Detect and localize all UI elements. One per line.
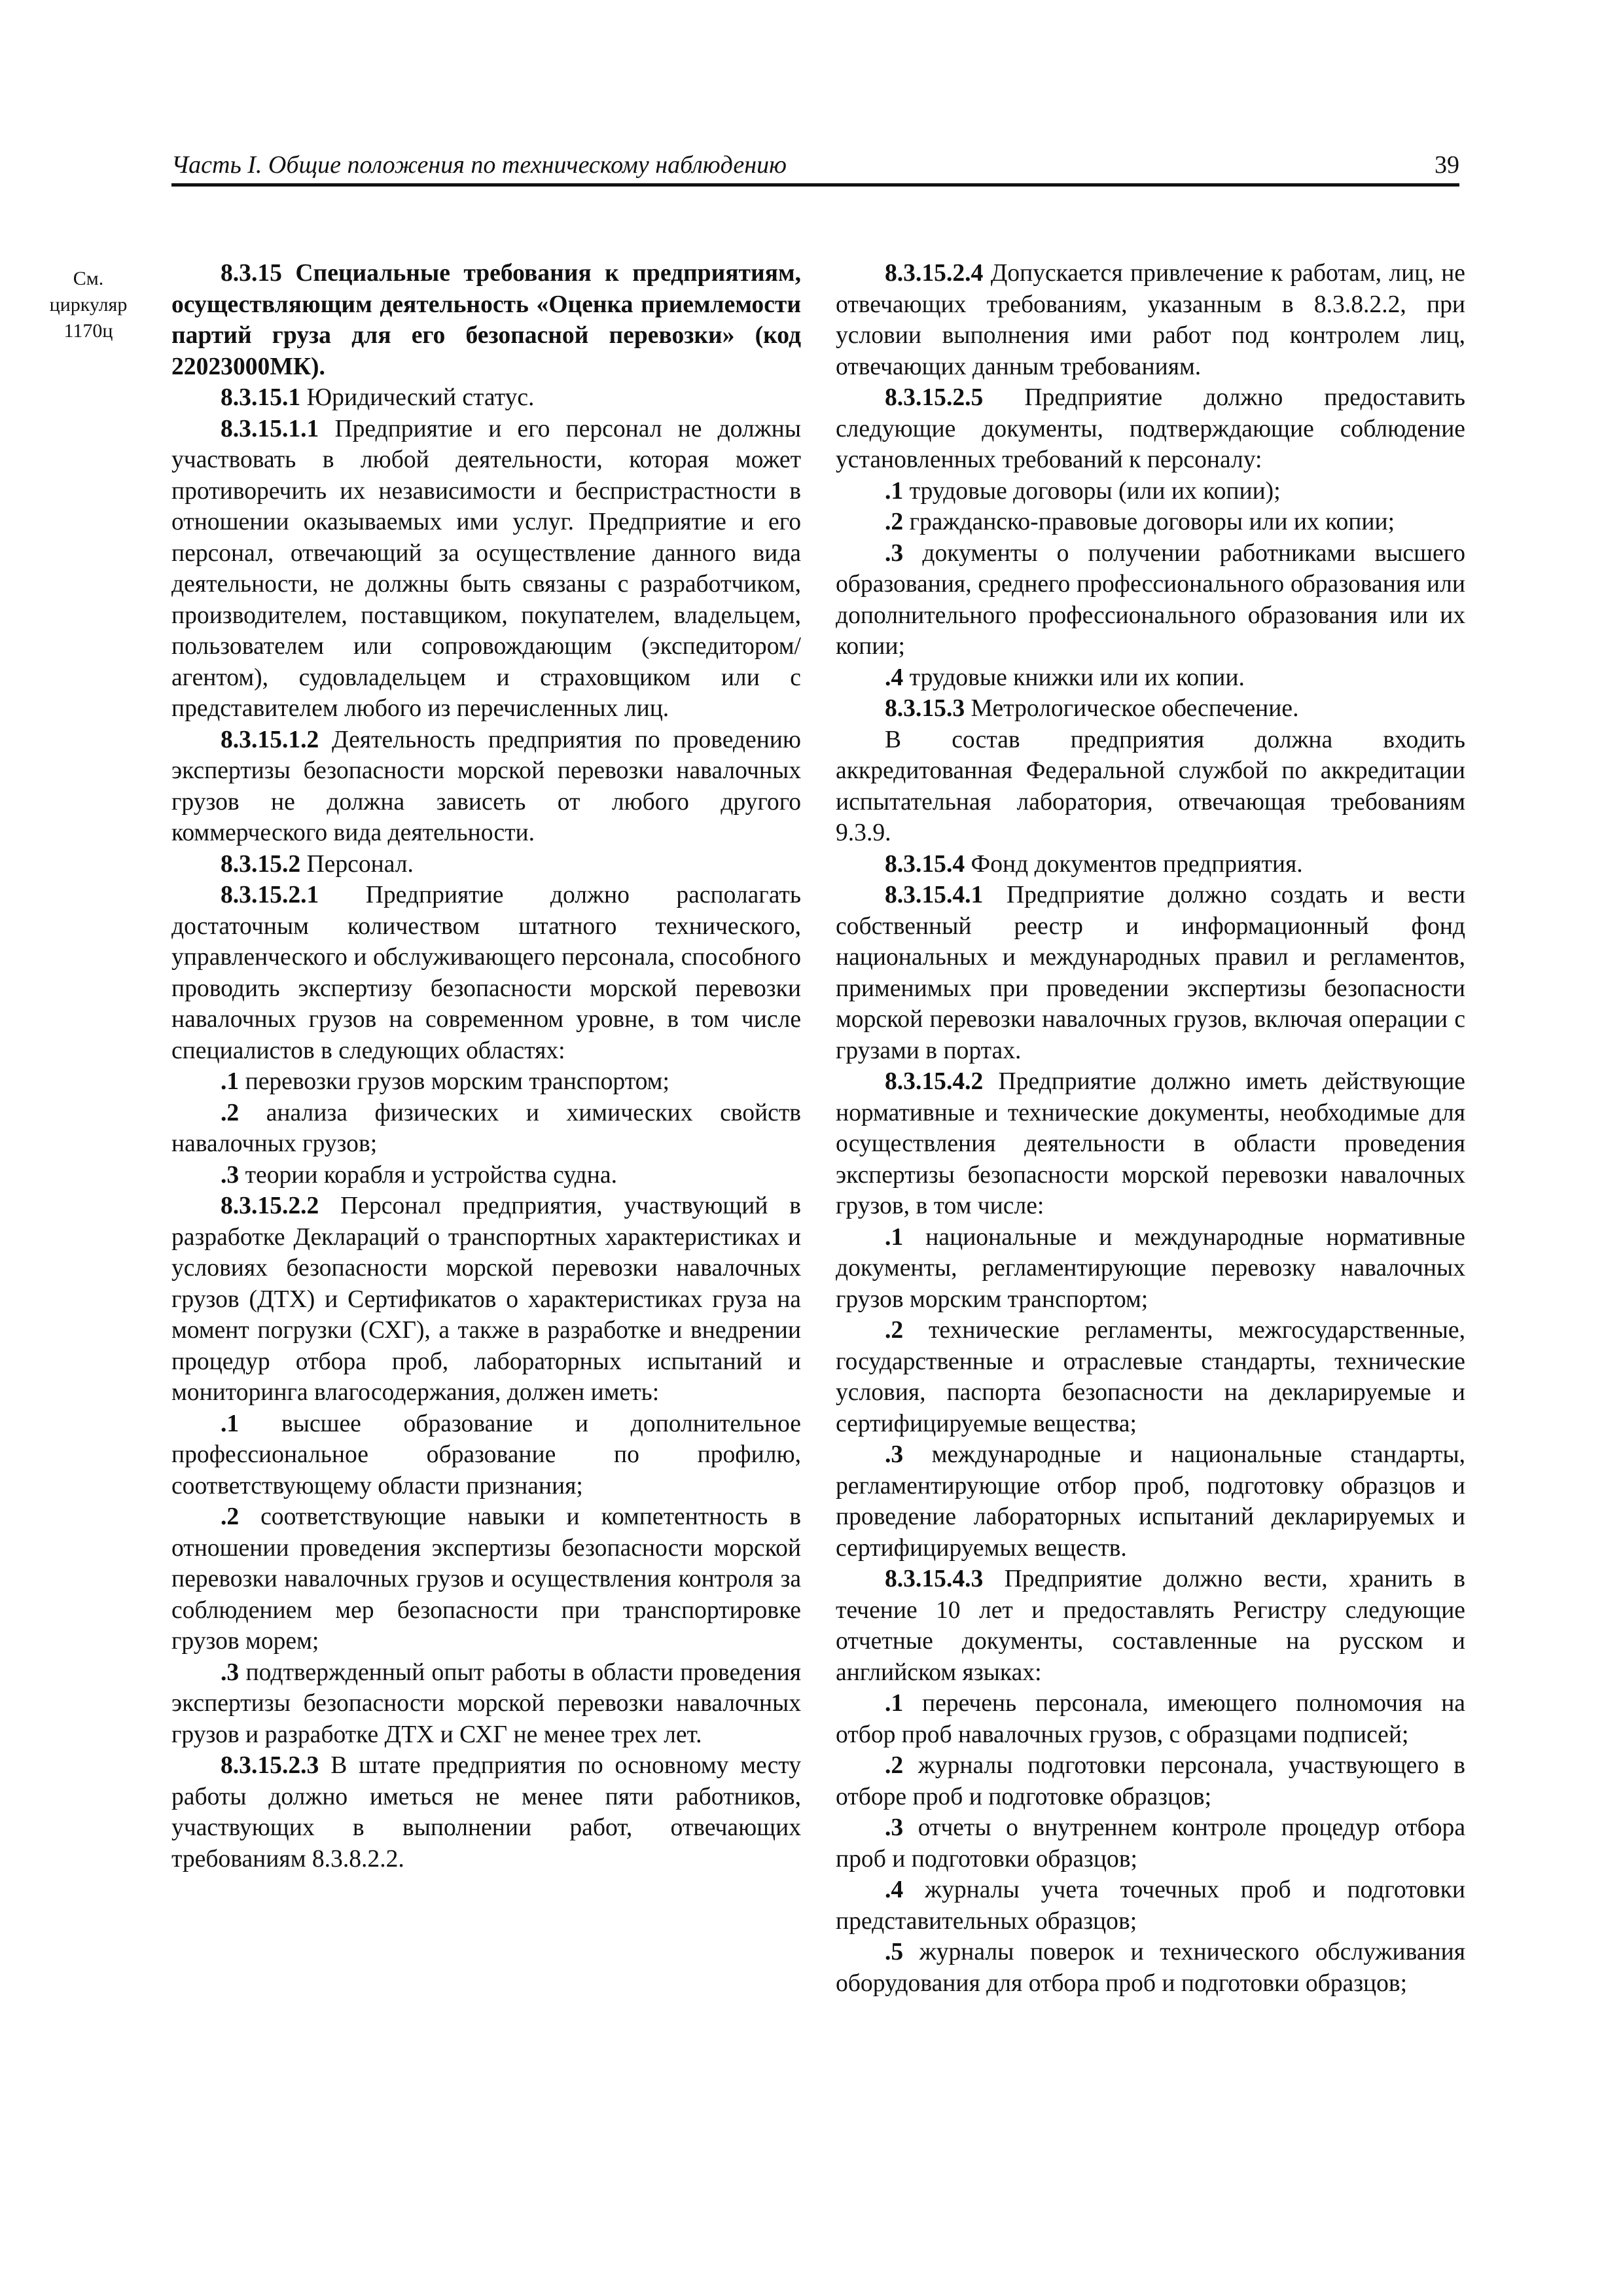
clause-text: Предприятие должно создать и вести собственный реестр и информационный фонд национальных и международных правил и регламентов, применимых при проведении экспертизы безопасности морской перевозки навалочных грузов, включая операции с грузами в портах. bbox=[836, 882, 1465, 1064]
item-text: журналы поверок и технического обслуживания оборудования для отбора проб и подготовки образцов; bbox=[836, 1939, 1465, 1997]
paragraph bbox=[836, 849, 1465, 880]
item-text: отчеты о внутреннем контроле процедур отбора проб и подготовки образцов; bbox=[836, 1814, 1465, 1873]
clause-text: Предприятие должно иметь действующие нормативные и технические документы, необходимые для осуществления деятельности в области проведения экспертизы безопасности морской перевозки навалочных грузов, в том числе: bbox=[836, 1068, 1465, 1219]
running-header bbox=[171, 145, 1459, 187]
item-number: .3 bbox=[885, 1814, 904, 1841]
margin-note-line: 1170ц bbox=[63, 320, 113, 342]
item-text: журналы подготовки персонала, участвующего в отборе проб и подготовке образцов; bbox=[836, 1752, 1465, 1810]
clause-text: В штате предприятия по основному месту работы должно иметься не менее пяти работников, участвующих в выполнении работ, отвечающих требованиям 8.3.8.2.2. bbox=[171, 1752, 801, 1873]
running-header-title: Часть I. Общие положения по техническому наблюдению bbox=[171, 151, 787, 179]
paragraph bbox=[171, 849, 801, 880]
list-item bbox=[171, 1098, 801, 1160]
paragraph bbox=[171, 880, 801, 1066]
list-item bbox=[836, 476, 1465, 507]
clause-number: 8.3.15.2.4 bbox=[885, 260, 984, 287]
item-number: .3 bbox=[885, 1441, 904, 1468]
margin-note bbox=[39, 266, 137, 344]
item-text: перевозки грузов морским транспортом; bbox=[245, 1068, 669, 1095]
clause-number: 8.3.15.1 bbox=[221, 384, 301, 411]
list-item bbox=[836, 1315, 1465, 1439]
clause-text: Метрологическое обеспечение. bbox=[971, 695, 1299, 722]
list-item bbox=[836, 1750, 1465, 1812]
clause-text: Предприятие должно располагать достаточным количеством штатного технического, управленческого и обслуживающего персонала, способного проводить экспертизу безопасности морской перевозки навалочных грузов на современном уровне, в том числе специалистов в следующих областях: bbox=[171, 882, 801, 1064]
clause-number: 8.3.15.4.3 bbox=[885, 1566, 984, 1592]
clause-number: 8.3.15.1.1 bbox=[221, 415, 319, 442]
paragraph bbox=[171, 1191, 801, 1408]
list-item bbox=[836, 662, 1465, 694]
item-number: .2 bbox=[885, 1752, 904, 1779]
clause-text: Персонал предприятия, участвующий в разработке Деклараций о транспортных характеристиках и условиях безопасности морской перевозки навалочных грузов (ДТХ) и Сертификатов о характеристиках груза на момент погрузки (СХГ), а также в разработке и внедрении процедур отбора проб, лабораторных испытаний и мониторинга влагосодержания, должен иметь: bbox=[171, 1193, 801, 1406]
list-item bbox=[171, 1501, 801, 1657]
item-text: гражданско-правовые договоры или их копии; bbox=[909, 509, 1395, 535]
clause-text: В состав предприятия должна входить аккредитованная Федеральной службой по аккредитации испытательная лаборатория, отвечающая требованиям 9.3.9. bbox=[836, 726, 1465, 846]
clause-text: Предприятие и его персонал не должны участвовать в любой деятельности, которая может противоречить их независимости и беспристрастности в отношении оказываемых ими услуг. Предприятие и его персонал, отвечающий за осуществление данного вида деятельности, не должны быть связаны с разработчиком, производителем, поставщиком, покупателем, владельцем, пользователем или сопровождающим (экспедитором/агентом), судовладельцем и страховщиком или с представителем любого из перечисленных лиц. bbox=[171, 415, 801, 722]
item-text: перечень персонала, имеющего полномочия на отбор проб навалочных грузов, с образцами подписей; bbox=[836, 1690, 1465, 1748]
clause-number: 8.3.15.2.5 bbox=[885, 384, 984, 411]
item-number: .2 bbox=[221, 1503, 240, 1530]
right-column bbox=[836, 258, 1465, 1999]
paragraph bbox=[836, 693, 1465, 725]
clause-text: Фонд документов предприятия. bbox=[971, 850, 1303, 878]
paragraph bbox=[836, 880, 1465, 1066]
item-number: .1 bbox=[885, 1223, 904, 1251]
section-heading bbox=[171, 258, 801, 382]
clause-number: 8.3.15.2 bbox=[221, 850, 301, 878]
item-text: документы о получении работниками высшего образования, среднего профессионального образования или дополнительного профессионального образования или их копии; bbox=[836, 539, 1465, 660]
item-number: .3 bbox=[221, 1659, 240, 1686]
clause-text: Предприятие должно вести, хранить в течение 10 лет и предоставлять Регистру следующие отчетные документы, составленные на русском и английском языках: bbox=[836, 1566, 1465, 1686]
item-text: анализа физических и химических свойств навалочных грузов; bbox=[171, 1099, 801, 1157]
item-text: международные и национальные стандарты, регламентирующие отбор проб, подготовку образцов и проведение лабораторных испытаний декларируемых и сертифицируемых веществ. bbox=[836, 1441, 1465, 1562]
item-number: .1 bbox=[221, 1410, 240, 1437]
clause-number: 8.3.15.2.3 bbox=[221, 1752, 319, 1779]
item-text: трудовые книжки или их копии. bbox=[909, 664, 1245, 691]
clause-number: 8.3.15.4.2 bbox=[885, 1068, 984, 1095]
page-number: 39 bbox=[1435, 151, 1459, 179]
item-text: теории корабля и устройства судна. bbox=[245, 1161, 617, 1189]
item-number: .1 bbox=[885, 1690, 904, 1717]
paragraph bbox=[171, 725, 801, 849]
clause-number: 8.3.15.1.2 bbox=[221, 726, 319, 753]
paragraph bbox=[836, 725, 1465, 849]
left-column bbox=[171, 258, 801, 1874]
item-number: .3 bbox=[885, 539, 904, 567]
paragraph bbox=[171, 382, 801, 414]
list-item bbox=[171, 1160, 801, 1191]
item-text: журналы учета точечных проб и подготовки представительных образцов; bbox=[836, 1876, 1465, 1935]
item-text: подтвержденный опыт работы в области проведения экспертизы безопасности морской перевозки навалочных грузов и разработке ДТХ и СХГ не менее трех лет. bbox=[171, 1659, 801, 1748]
clause-text: Специальные требования к предприятиям, осуществляющим деятельность «Оценка приемлемости партий груза для его безопасной перевозки» (код 22023000МК). bbox=[171, 260, 801, 380]
clause-number: 8.3.15.4 bbox=[885, 850, 965, 878]
item-number: .2 bbox=[885, 509, 904, 535]
paragraph bbox=[836, 258, 1465, 382]
item-number: .4 bbox=[885, 1876, 904, 1903]
item-text: трудовые договоры (или их копии); bbox=[909, 477, 1281, 505]
list-item bbox=[836, 1937, 1465, 1999]
paragraph bbox=[836, 1066, 1465, 1222]
clause-number: 8.3.15 bbox=[221, 260, 282, 287]
margin-note-line: См. bbox=[73, 268, 104, 289]
item-text: высшее образование и дополнительное профессиональное образование по профилю, соответствующему области признания; bbox=[171, 1410, 801, 1499]
list-item bbox=[836, 1874, 1465, 1937]
paragraph bbox=[171, 1750, 801, 1874]
list-item bbox=[836, 538, 1465, 662]
list-item bbox=[171, 1066, 801, 1098]
item-number: .1 bbox=[885, 477, 904, 505]
list-item bbox=[171, 1408, 801, 1502]
paragraph bbox=[836, 382, 1465, 476]
item-number: .2 bbox=[885, 1317, 904, 1344]
item-number: .1 bbox=[221, 1068, 240, 1095]
list-item bbox=[836, 1222, 1465, 1316]
item-number: .4 bbox=[885, 664, 904, 691]
list-item bbox=[836, 1439, 1465, 1564]
clause-text: Допускается привлечение к работам, лиц, не отвечающих требованиям, указанным в 8.3.8.2.2, при условии выполнения ими работ под контролем лиц, отвечающих данным требованиям. bbox=[836, 260, 1465, 380]
list-item bbox=[171, 1657, 801, 1751]
list-item bbox=[836, 1688, 1465, 1750]
clause-text: Юридический статус. bbox=[306, 384, 535, 411]
item-number: .2 bbox=[221, 1099, 240, 1126]
item-text: технические регламенты, межгосударственные, государственные и отраслевые стандарты, технические условия, паспорта безопасности на декларируемые и сертифицируемые вещества; bbox=[836, 1317, 1465, 1437]
clause-number: 8.3.15.3 bbox=[885, 695, 965, 722]
item-number: .3 bbox=[221, 1161, 240, 1189]
margin-note-line: циркуляр bbox=[49, 294, 128, 315]
clause-number: 8.3.15.2.2 bbox=[221, 1193, 319, 1219]
clause-number: 8.3.15.2.1 bbox=[221, 882, 319, 908]
list-item bbox=[836, 1812, 1465, 1874]
clause-text: Предприятие должно предоставить следующие документы, подтверждающие соблюдение установленных требований к персоналу: bbox=[836, 384, 1465, 473]
clause-text: Деятельность предприятия по проведению экспертизы безопасности морской перевозки навалочных грузов не должна зависеть от любого другого коммерческого вида деятельности. bbox=[171, 726, 801, 846]
paragraph bbox=[171, 414, 801, 725]
list-item bbox=[836, 507, 1465, 538]
item-text: соответствующие навыки и компетентность в отношении проведения экспертизы безопасности морской перевозки навалочных грузов и осуществления контроля за соблюдением мер безопасности при транспортировке грузов морем; bbox=[171, 1503, 801, 1655]
clause-text: Персонал. bbox=[306, 850, 414, 878]
item-text: национальные и международные нормативные документы, регламентирующие перевозку навалочных грузов морским транспортом; bbox=[836, 1223, 1465, 1313]
paragraph bbox=[836, 1564, 1465, 1688]
clause-number: 8.3.15.4.1 bbox=[885, 882, 984, 908]
item-number: .5 bbox=[885, 1939, 904, 1965]
